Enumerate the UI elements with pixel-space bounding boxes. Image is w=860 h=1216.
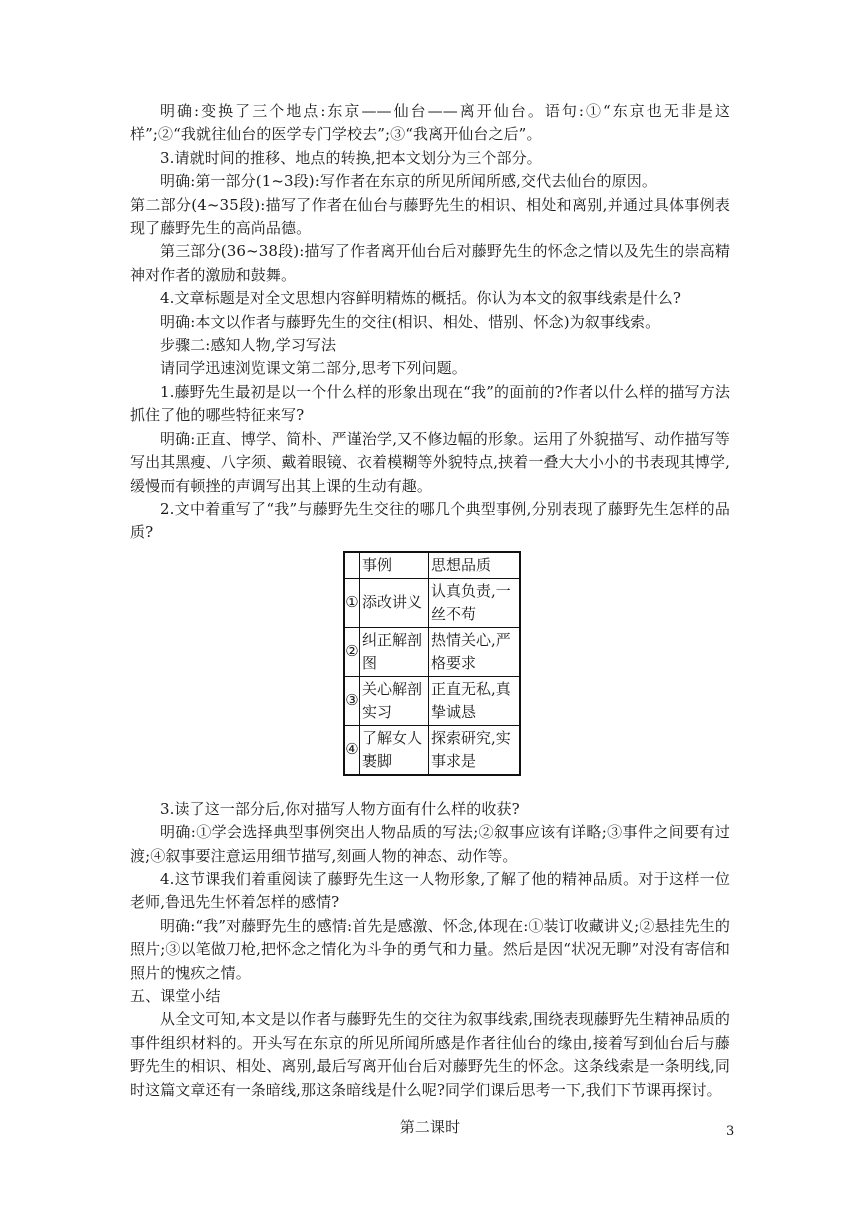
table-cell-quality: 热情关心,严格要求 [429, 627, 521, 676]
answer-paragraph: 明确:第一部分(1~3段):写作者在东京的所见所闻所感,交代去仙台的原因。 [160, 172, 657, 191]
table-cell-number: ② [344, 627, 360, 676]
table-cell-event: 了解女人裹脚 [360, 725, 429, 775]
table-row [344, 627, 520, 676]
summary-paragraph: 从全文可知,本文是以作者与藤野先生的交往为叙事线索,围绕表现藤野先生精神品质的事件组织材料的。开头写在东京的所见所闻所感是作者往仙台的缘由,接着写到仙台后与藤野先生的相识、相处、离别,最后写离开仙台后对藤野先生的怀念。这条线索是一条明线,同时这篇文章还有一条暗线,那这条暗线是什么呢?同学们课后思考一下,我们下节课再探讨。 [130, 1010, 730, 1099]
table-row [344, 676, 520, 725]
quality-table [343, 551, 521, 776]
question-paragraph: 1.藤野先生最初是以一个什么样的形象出现在“我”的面前的?作者以什么样的描写方法抓住了他的哪些特征来写? [130, 382, 730, 425]
table-cell-number: ③ [344, 676, 360, 725]
table-cell-quality: 正直无私,真挚诚恳 [429, 676, 521, 725]
table-header-cell [344, 552, 360, 579]
table-cell-event: 关心解剖实习 [360, 676, 429, 725]
question-paragraph: 4.文章标题是对全文思想内容鲜明精炼的概括。你认为本文的叙事线索是什么? [160, 289, 681, 308]
table-row [344, 578, 520, 627]
question-paragraph: 3.请就时间的推移、地点的转换,把本文划分为三个部分。 [160, 148, 542, 167]
table-cell-event: 纠正解剖图 [360, 627, 429, 676]
page-number: 3 [726, 1124, 735, 1139]
answer-paragraph: 明确:正直、博学、简朴、严谨治学,又不修边幅的形象。运用了外貌描写、动作描写等写出其黑瘦、八字须、戴着眼镜、衣着模糊等外貌特点,挟着一叠大大小小的书表现其博学,缓慢而有顿挫的声调写出其上课的生动有趣。 [130, 429, 730, 495]
step-heading: 步骤二:感知人物,学习写法 [160, 336, 337, 355]
answer-paragraph: 明确:“我”对藤野先生的感情:首先是感激、怀念,体现在:①装订收藏讲义;②悬挂先生的照片;③以笔做刀枪,把怀念之情化为斗争的勇气和力量。然后是因“状况无聊”对没有寄信和照片的愧疚之情。 [130, 916, 730, 982]
page-body [130, 100, 730, 1139]
table-header-cell: 事例 [360, 552, 429, 579]
lesson-title: 第二课时 [399, 1118, 461, 1136]
table-cell-number: ④ [344, 725, 360, 775]
table-cell-event: 添改讲义 [360, 578, 429, 627]
answer-paragraph: 第二部分(4~35段):描写了作者在仙台与藤野先生的相识、相处和离别,并通过具体事例表现了藤野先生的高尚品德。 [130, 195, 730, 238]
instruction-paragraph: 请同学迅速浏览课文第二部分,思考下列问题。 [160, 359, 467, 378]
answer-paragraph: 明确:本文以作者与藤野先生的交往(相识、相处、惜别、怀念)为叙事线索。 [160, 312, 661, 331]
answer-paragraph: 明确:变换了三个地点:东京——仙台——离开仙台。语句:①“东京也无非是这样”;②“我就往仙台的医学专门学校去”;③“我离开仙台之后”。 [130, 102, 730, 144]
table-header-row [344, 552, 520, 579]
section-heading: 五、课堂小结 [130, 986, 221, 1005]
question-paragraph: 2.文中着重写了“我”与藤野先生交往的哪几个典型事例,分别表现了藤野先生怎样的品质? [130, 499, 730, 542]
question-paragraph: 4.这节课我们着重阅读了藤野先生这一人物形象,了解了他的精神品质。对于这样一位老师,鲁迅先生怀着怎样的感情? [130, 869, 730, 912]
question-paragraph: 3.读了这一部分后,你对描写人物方面有什么样的收获? [160, 799, 520, 818]
table-header-cell: 思想品质 [429, 552, 521, 579]
answer-paragraph: 第三部分(36~38段):描写了作者离开仙台后对藤野先生的怀念之情以及先生的崇高精神对作者的激励和鼓舞。 [130, 242, 730, 284]
table-cell-number: ① [344, 578, 360, 627]
table-row [344, 725, 520, 775]
answer-paragraph: 明确:①学会选择典型事例突出人物品质的写法;②叙事应该有详略;③事件之间要有过渡;④叙事要注意运用细节描写,刻画人物的神态、动作等。 [130, 823, 730, 865]
table-cell-quality: 探索研究,实事求是 [429, 725, 521, 775]
table-cell-quality: 认真负责,一丝不苟 [429, 578, 521, 627]
